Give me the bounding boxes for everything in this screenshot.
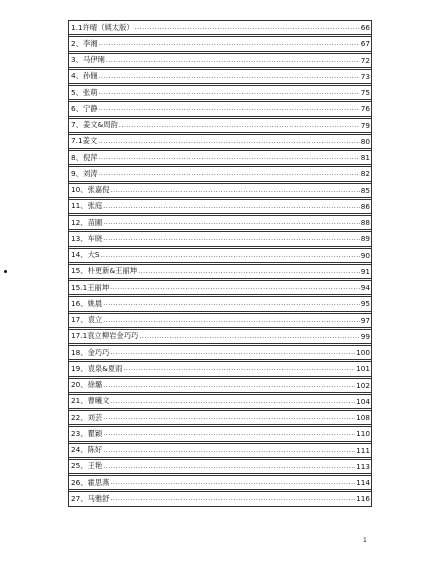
toc-entry-title: 19、袁泉&夏雨	[71, 363, 123, 373]
toc-entry-page: 116	[356, 494, 370, 504]
toc-entry-page: 108	[356, 413, 370, 423]
toc-entry-title: 12、苗圃	[71, 217, 103, 227]
toc-entry-page: 86	[360, 201, 370, 211]
toc-entry-page: 72	[360, 55, 370, 65]
toc-entry[interactable]	[69, 394, 371, 409]
toc-entry-page: 110	[356, 429, 370, 439]
toc-entry-page: 79	[360, 120, 370, 130]
toc-entry[interactable]	[69, 20, 371, 35]
toc-entry[interactable]	[69, 134, 371, 149]
toc-entry-title: 13、车晓	[71, 233, 103, 243]
toc-entry[interactable]	[69, 183, 371, 198]
toc-entry[interactable]	[69, 475, 371, 490]
toc-entry-page: 104	[356, 396, 370, 406]
dot-leader	[135, 24, 360, 31]
dot-leader	[110, 349, 355, 356]
toc-entry-title: 17.1袁立柳岩金巧巧	[71, 331, 139, 341]
toc-entry-page: 97	[360, 315, 370, 325]
toc-entry-page: 113	[356, 461, 370, 471]
toc-entry[interactable]	[69, 426, 371, 441]
toc-entry-title: 4、孙俪	[71, 71, 98, 81]
toc-entry-page: 82	[360, 169, 370, 179]
toc-entry-title: 7.1姜文	[71, 136, 98, 146]
toc-entry-title: 9、刘涛	[71, 168, 98, 178]
toc-entry-title: 7、姜文&周韵	[71, 120, 118, 130]
toc-entry-page: 91	[360, 266, 370, 276]
toc-entry-page: 66	[360, 23, 370, 33]
toc-entry-title: 18、金巧巧	[71, 347, 110, 357]
toc-entry[interactable]	[69, 231, 371, 246]
dot-leader	[103, 414, 355, 421]
toc-entry[interactable]	[69, 118, 371, 133]
toc-entry-title: 15.1王丽坤	[71, 282, 110, 292]
dot-leader	[103, 463, 355, 470]
dot-leader	[99, 40, 360, 47]
dot-leader	[99, 89, 360, 96]
toc-entry-title: 14、大S	[71, 250, 100, 260]
toc-entry[interactable]	[69, 459, 371, 474]
toc-entry[interactable]	[69, 264, 371, 279]
toc-entry[interactable]	[69, 150, 371, 165]
toc-entry-page: 101	[356, 364, 370, 374]
toc-entry-page: 100	[356, 348, 370, 358]
dot-leader	[99, 170, 360, 177]
table-of-contents	[68, 20, 372, 507]
dot-leader	[98, 138, 360, 145]
toc-entry-page: 75	[360, 88, 370, 98]
dot-leader	[110, 479, 355, 486]
dot-leader	[103, 219, 360, 226]
toc-entry[interactable]	[69, 36, 371, 51]
dot-leader	[103, 300, 360, 307]
dot-leader	[103, 447, 355, 454]
dot-leader	[119, 122, 360, 129]
toc-entry-page: 95	[360, 299, 370, 309]
toc-entry[interactable]	[69, 378, 371, 393]
toc-entry-title: 10、张嘉倪	[71, 185, 110, 195]
dot-leader	[110, 398, 355, 405]
toc-entry-title: 25、王艳	[71, 461, 103, 471]
toc-entry-title: 2、李湘	[71, 38, 98, 48]
toc-entry[interactable]	[69, 313, 371, 328]
toc-entry-title: 17、袁立	[71, 315, 103, 325]
toc-entry[interactable]	[69, 345, 371, 360]
toc-entry-page: 99	[360, 331, 370, 341]
toc-entry-title: 20、徐璐	[71, 380, 103, 390]
dot-leader	[103, 430, 355, 437]
dot-leader	[106, 57, 360, 64]
toc-entry-page: 81	[360, 153, 370, 163]
dot-leader	[110, 495, 355, 502]
toc-entry-title: 27、马雅舒	[71, 493, 110, 503]
toc-entry-title: 23、瞿颖	[71, 428, 103, 438]
toc-entry[interactable]	[69, 280, 371, 295]
dot-leader	[101, 252, 360, 259]
toc-entry-title: 26、霍思燕	[71, 477, 110, 487]
toc-entry[interactable]	[69, 215, 371, 230]
margin-dot	[4, 270, 7, 273]
toc-entry-title: 22、刘芸	[71, 412, 103, 422]
dot-leader	[99, 105, 360, 112]
toc-entry-title: 21、曹曦文	[71, 396, 110, 406]
toc-entry-page: 114	[356, 478, 370, 488]
toc-entry-title: 5、张萌	[71, 87, 98, 97]
toc-entry[interactable]	[69, 248, 371, 263]
toc-entry-title: 15、朴更新&王丽坤	[71, 266, 138, 276]
toc-entry-page: 80	[360, 136, 370, 146]
toc-entry[interactable]	[69, 329, 371, 344]
toc-entry-page: 102	[356, 380, 370, 390]
dot-leader	[103, 382, 355, 389]
toc-entry[interactable]	[69, 69, 371, 84]
toc-entry-title: 11、张庭	[71, 201, 103, 211]
toc-entry-page: 67	[360, 39, 370, 49]
dot-leader	[103, 235, 360, 242]
toc-entry-page: 85	[360, 185, 370, 195]
dot-leader	[123, 365, 355, 372]
dot-leader	[138, 268, 360, 275]
toc-entry-page: 76	[360, 104, 370, 114]
toc-entry[interactable]	[69, 101, 371, 116]
toc-entry[interactable]	[69, 166, 371, 181]
dot-leader	[103, 317, 360, 324]
toc-entry[interactable]	[69, 491, 371, 506]
dot-leader	[110, 284, 360, 291]
toc-entry[interactable]	[69, 296, 371, 311]
toc-entry[interactable]	[69, 199, 371, 214]
toc-entry-title: 3、马伊琍	[71, 55, 105, 65]
page-number: 1	[363, 537, 367, 544]
dot-leader	[99, 154, 360, 161]
dot-leader	[103, 203, 360, 210]
toc-entry-title: 24、陈好	[71, 445, 103, 455]
dot-leader	[99, 73, 360, 80]
dot-leader	[110, 187, 359, 194]
toc-entry-page: 90	[360, 250, 370, 260]
toc-entry-title: 6、宁静	[71, 103, 98, 113]
dot-leader	[139, 333, 359, 340]
toc-entry-page: 88	[360, 218, 370, 228]
toc-entry-page: 94	[360, 283, 370, 293]
toc-entry-title: 1.1许晴（姨太版）	[71, 22, 134, 32]
toc-entry[interactable]	[69, 410, 371, 425]
toc-entry[interactable]	[69, 53, 371, 68]
toc-entry[interactable]	[69, 443, 371, 458]
toc-entry-title: 16、姚晨	[71, 298, 103, 308]
toc-entry-page: 73	[360, 71, 370, 81]
toc-entry-title: 8、倪萍	[71, 152, 98, 162]
toc-entry-page: 89	[360, 234, 370, 244]
toc-entry-page: 111	[356, 445, 370, 455]
toc-entry[interactable]	[69, 85, 371, 100]
toc-entry[interactable]	[69, 361, 371, 376]
